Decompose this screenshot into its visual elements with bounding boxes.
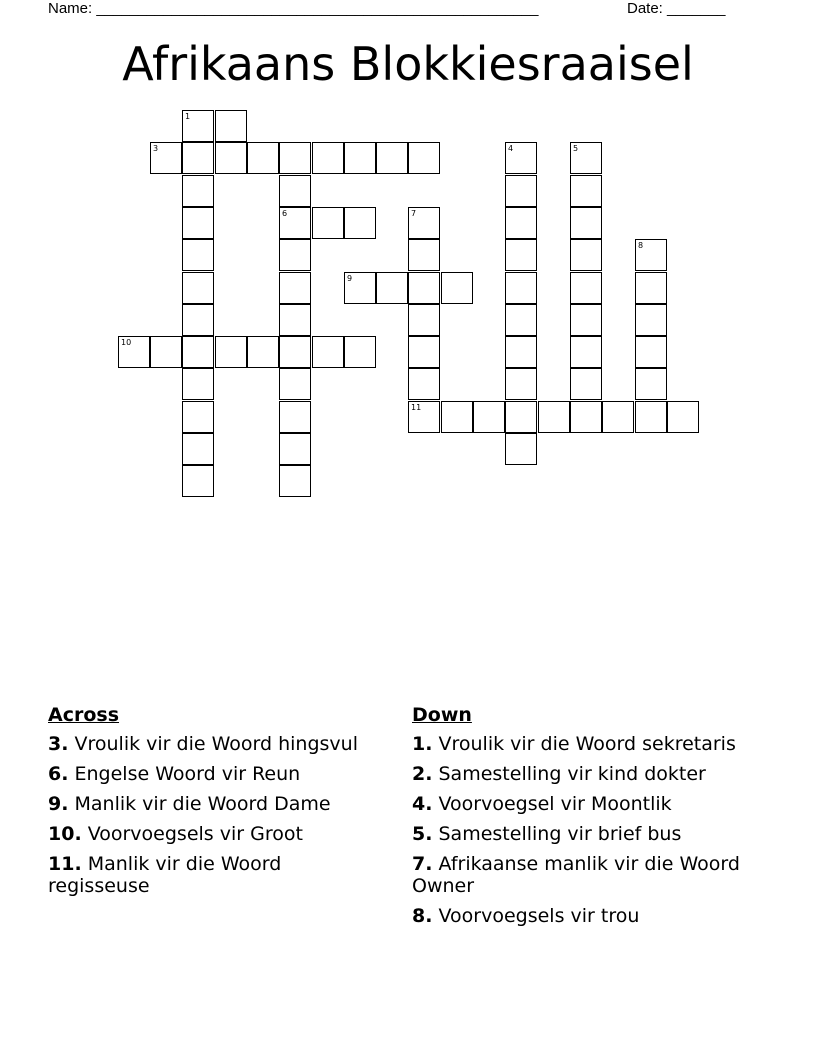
crossword-cell[interactable] (182, 272, 214, 304)
clue-text: Voorvoegsels vir Groot (87, 823, 303, 845)
crossword-cell[interactable] (570, 401, 602, 433)
crossword-cell[interactable] (473, 401, 505, 433)
crossword-cell[interactable] (570, 336, 602, 368)
crossword-cell[interactable] (279, 142, 311, 174)
crossword-cell[interactable] (279, 465, 311, 497)
crossword-cell[interactable] (408, 304, 440, 336)
down-heading: Down (412, 704, 472, 726)
crossword-cell[interactable] (505, 175, 537, 207)
clue-number: 3. (48, 733, 69, 755)
crossword-cell[interactable] (150, 142, 182, 174)
clue-number: 7. (412, 853, 433, 875)
crossword-cell[interactable] (505, 401, 537, 433)
clue-number: 10. (48, 823, 82, 845)
clue-number: 1. (412, 733, 433, 755)
down-clues (412, 704, 772, 935)
clue-text: Samestelling vir brief bus (438, 823, 682, 845)
crossword-cell[interactable] (182, 401, 214, 433)
crossword-cell[interactable] (279, 433, 311, 465)
crossword-cell[interactable] (667, 401, 699, 433)
clue-text: Manlik vir die Woord Dame (74, 793, 331, 815)
crossword-cell[interactable] (635, 401, 667, 433)
crossword-cell[interactable] (279, 336, 311, 368)
clue-number-label: 7 (411, 209, 417, 218)
crossword-cell[interactable] (538, 401, 570, 433)
crossword-cell[interactable] (247, 336, 279, 368)
clue-text: Manlik vir die Woord regisseuse (48, 853, 282, 897)
crossword-cell[interactable] (602, 401, 634, 433)
clue-number: 8. (412, 905, 433, 927)
crossword-cell[interactable] (505, 272, 537, 304)
crossword-cell[interactable] (279, 207, 311, 239)
crossword-cell[interactable] (312, 207, 344, 239)
clue-number-label: 3 (153, 144, 159, 153)
clue-number-label: 9 (347, 274, 353, 283)
crossword-cell[interactable] (505, 433, 537, 465)
crossword-cell[interactable] (408, 239, 440, 271)
crossword-cell[interactable] (247, 142, 279, 174)
clue-number: 2. (412, 763, 433, 785)
crossword-cell[interactable] (441, 272, 473, 304)
crossword-cell[interactable] (570, 239, 602, 271)
clue-number-label: 6 (282, 209, 288, 218)
clue-number-label: 8 (638, 241, 644, 250)
crossword-cell[interactable] (408, 142, 440, 174)
crossword-cell[interactable] (182, 336, 214, 368)
date-field-label: Date: _______ (627, 0, 726, 17)
crossword-cell[interactable] (635, 336, 667, 368)
crossword-cell[interactable] (570, 175, 602, 207)
crossword-cell[interactable] (635, 304, 667, 336)
across-heading: Across (48, 704, 120, 726)
crossword-cell[interactable] (344, 272, 376, 304)
crossword-cell[interactable] (344, 207, 376, 239)
clue-text: Samestelling vir kind dokter (438, 763, 706, 785)
clue-number: 5. (412, 823, 433, 845)
crossword-cell[interactable] (312, 336, 344, 368)
crossword-cell[interactable] (118, 336, 150, 368)
crossword-cell[interactable] (376, 272, 408, 304)
clue-item (412, 763, 772, 785)
crossword-cell[interactable] (279, 368, 311, 400)
crossword-cell[interactable] (408, 368, 440, 400)
crossword-cell[interactable] (505, 207, 537, 239)
crossword-cell[interactable] (279, 401, 311, 433)
crossword-cell[interactable] (279, 272, 311, 304)
clue-item (412, 823, 772, 845)
clue-text: Vroulik vir die Woord hingsvul (74, 733, 358, 755)
clue-number-label: 4 (508, 144, 514, 153)
clue-text: Voorvoegsels vir trou (438, 905, 640, 927)
crossword-cell[interactable] (182, 142, 214, 174)
clue-item (48, 853, 378, 897)
crossword-cell[interactable] (279, 175, 311, 207)
crossword-cell[interactable] (408, 336, 440, 368)
crossword-cell[interactable] (570, 368, 602, 400)
crossword-cell[interactable] (150, 336, 182, 368)
across-clues (48, 704, 378, 905)
clue-text: Vroulik vir die Woord sekretaris (438, 733, 736, 755)
crossword-cell[interactable] (570, 272, 602, 304)
crossword-cell[interactable] (441, 401, 473, 433)
clue-item (412, 793, 772, 815)
crossword-cell[interactable] (215, 336, 247, 368)
page-title: Afrikaans Blokkiesraaisel (122, 37, 694, 91)
name-field-label: Name: _____________________________________________________ (48, 0, 539, 17)
crossword-cell[interactable] (408, 401, 440, 433)
crossword-cell[interactable] (182, 368, 214, 400)
clue-number: 11. (48, 853, 82, 875)
crossword-cell[interactable] (344, 142, 376, 174)
clue-number-label: 5 (573, 144, 579, 153)
crossword-cell[interactable] (505, 142, 537, 174)
crossword-cell[interactable] (635, 239, 667, 271)
crossword-cell[interactable] (344, 336, 376, 368)
crossword-cell[interactable] (182, 110, 214, 142)
crossword-cell[interactable] (182, 239, 214, 271)
crossword-cell[interactable] (570, 304, 602, 336)
clue-text: Voorvoegsel vir Moontlik (438, 793, 672, 815)
crossword-cell[interactable] (570, 207, 602, 239)
clue-number-label: 1 (185, 112, 191, 121)
clue-number-label: 10 (121, 338, 132, 347)
crossword-cell[interactable] (182, 175, 214, 207)
crossword-grid (0, 0, 816, 520)
clue-item (48, 763, 378, 785)
crossword-cell[interactable] (408, 207, 440, 239)
crossword-cell[interactable] (215, 142, 247, 174)
crossword-cell[interactable] (182, 465, 214, 497)
crossword-cell[interactable] (505, 368, 537, 400)
clue-item (412, 733, 772, 755)
clue-item (412, 905, 772, 927)
crossword-cell[interactable] (635, 368, 667, 400)
crossword-cell[interactable] (312, 142, 344, 174)
crossword-cell[interactable] (279, 304, 311, 336)
clue-number-label: 11 (411, 403, 422, 412)
crossword-cell[interactable] (182, 304, 214, 336)
clue-item (412, 853, 772, 897)
clue-number: 4. (412, 793, 433, 815)
crossword-cell[interactable] (215, 110, 247, 142)
crossword-cell[interactable] (182, 207, 214, 239)
crossword-cell[interactable] (505, 304, 537, 336)
crossword-cell[interactable] (182, 433, 214, 465)
crossword-cell[interactable] (635, 272, 667, 304)
crossword-cell[interactable] (408, 272, 440, 304)
clue-text: Afrikaanse manlik vir die Woord Owner (412, 853, 740, 897)
crossword-cell[interactable] (505, 336, 537, 368)
clue-item (48, 793, 378, 815)
crossword-cell[interactable] (279, 239, 311, 271)
clue-number: 6. (48, 763, 69, 785)
clue-text: Engelse Woord vir Reun (74, 763, 301, 785)
crossword-cell[interactable] (570, 142, 602, 174)
clue-item (48, 823, 378, 845)
crossword-cell[interactable] (376, 142, 408, 174)
clue-number: 9. (48, 793, 69, 815)
clue-item (48, 733, 378, 755)
crossword-cell[interactable] (505, 239, 537, 271)
